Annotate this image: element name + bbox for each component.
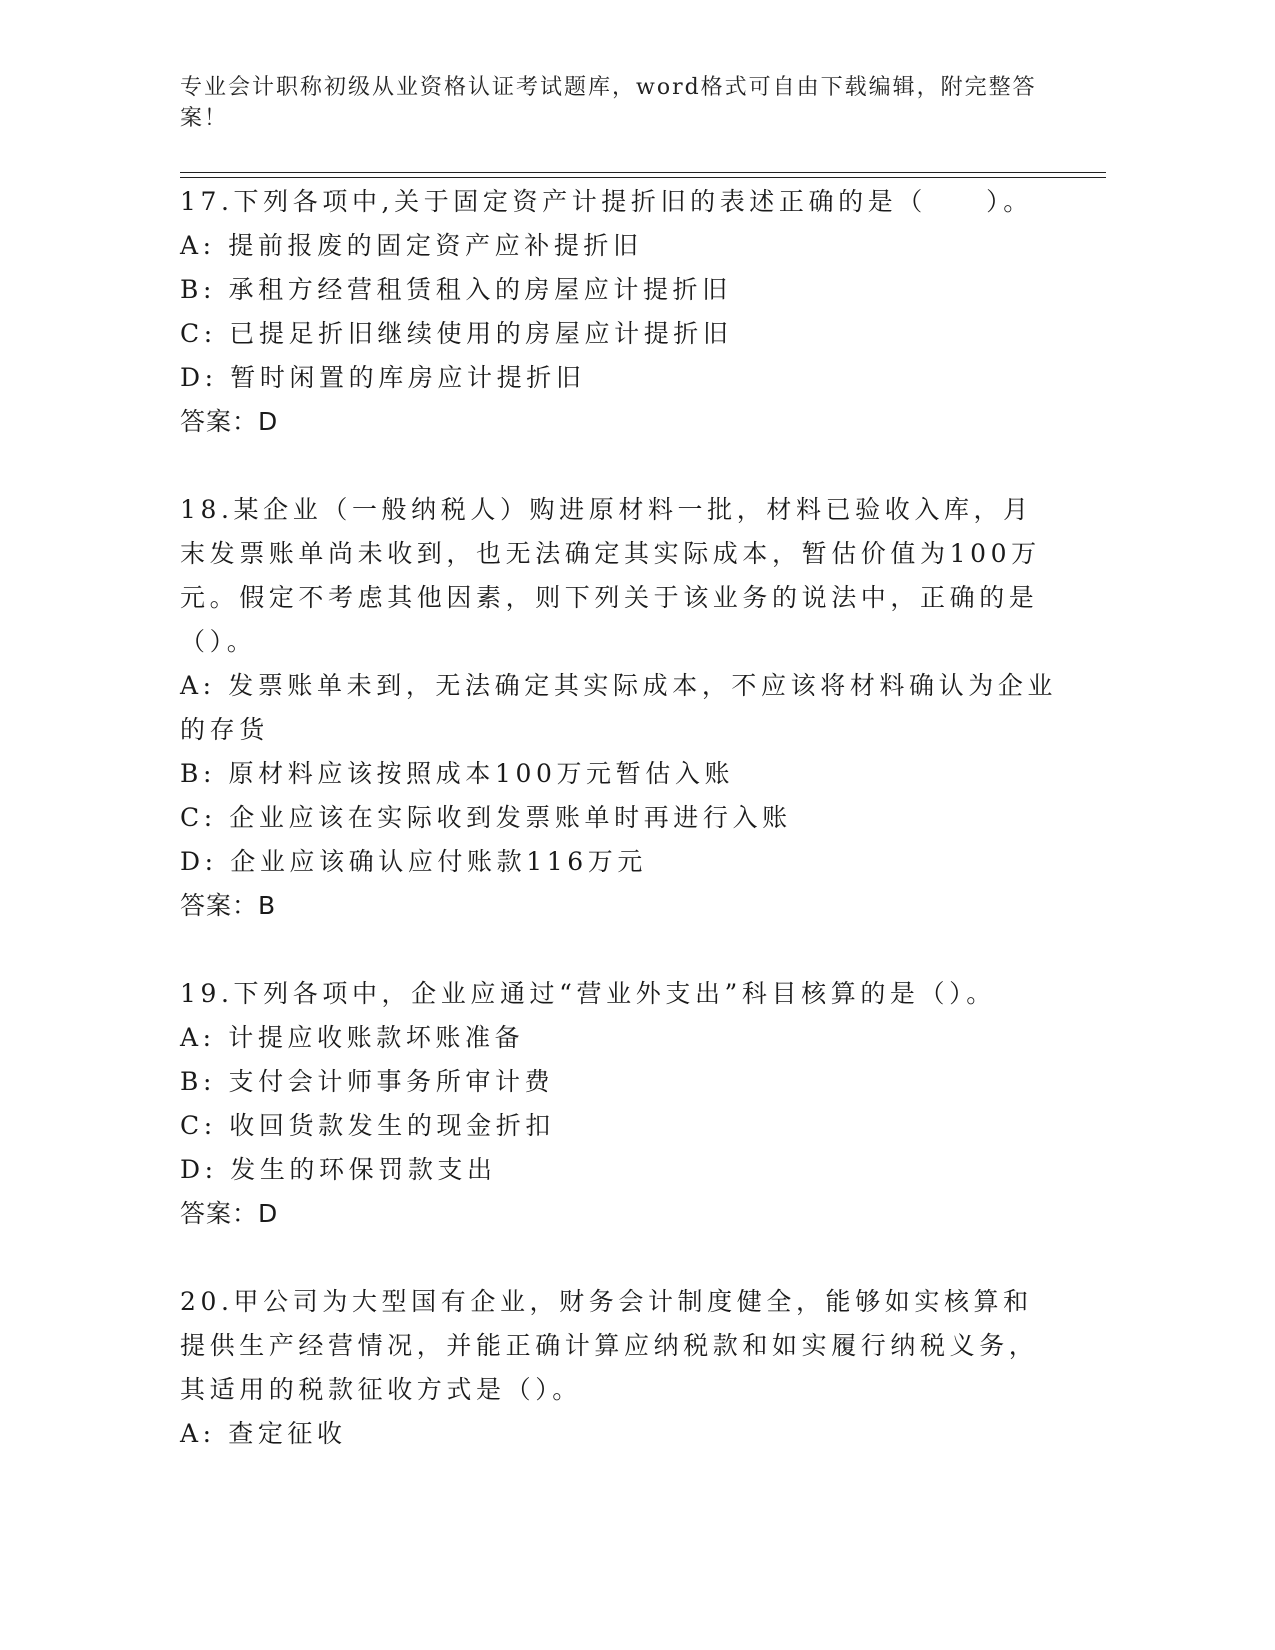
option-a: A: 提前报废的固定资产应补提折旧 xyxy=(180,231,643,260)
question-19 xyxy=(180,972,1060,1236)
option-d: D: 发生的环保罚款支出 xyxy=(180,1155,497,1184)
option-a: A: 查定征收 xyxy=(180,1419,347,1448)
option-b: B: 承租方经营租赁租入的房屋应计提折旧 xyxy=(180,275,732,304)
option-b: B: 支付会计师事务所审计费 xyxy=(180,1067,555,1096)
question-17 xyxy=(180,180,1060,444)
option-d: D: 企业应该确认应付账款116万元 xyxy=(180,847,647,876)
option-c: C: 企业应该在实际收到发票账单时再进行入账 xyxy=(180,803,792,832)
question-spacer xyxy=(180,1236,1060,1280)
answer-label: 答案：D xyxy=(180,1199,279,1228)
option-a: A: 计提应收账款坏账准备 xyxy=(180,1023,525,1052)
question-stem: 18.某企业（一般纳税人）购进原材料一批，材料已验收入库，月末发票账单尚未收到，也无法确定其实际成本，暂估价值为100万元。假定不考虑其他因素，则下列关于该业务的说法中，正确的是（）。 xyxy=(180,495,1041,656)
option-b: B: 原材料应该按照成本100万元暂估入账 xyxy=(180,759,735,788)
option-a: A: 发票账单未到，无法确定其实际成本，不应该将材料确认为企业的存货 xyxy=(180,671,1058,744)
option-c: C: 收回货款发生的现金折扣 xyxy=(180,1111,555,1140)
question-spacer xyxy=(180,928,1060,972)
question-stem: 19.下列各项中，企业应通过“营业外支出”科目核算的是（）。 xyxy=(180,979,996,1008)
question-stem: 17.下列各项中,关于固定资产计提折旧的表述正确的是（ ）。 xyxy=(180,187,1033,216)
header-divider-bottom xyxy=(180,177,1106,178)
document-header-note: 专业会计职称初级从业资格认证考试题库，word格式可自由下载编辑，附完整答案！ xyxy=(180,75,1037,131)
question-20 xyxy=(180,1280,1060,1456)
question-list xyxy=(180,180,1060,1456)
option-c: C: 已提足折旧继续使用的房屋应计提折旧 xyxy=(180,319,733,348)
question-18 xyxy=(180,488,1060,928)
question-stem: 20.甲公司为大型国有企业，财务会计制度健全，能够如实核算和提供生产经营情况，并能正确计算应纳税款和如实履行纳税义务，其适用的税款征收方式是（）。 xyxy=(180,1287,1039,1404)
option-d: D: 暂时闲置的库房应计提折旧 xyxy=(180,363,586,392)
answer-label: 答案：B xyxy=(180,891,277,920)
question-spacer xyxy=(180,444,1060,488)
answer-label: 答案：D xyxy=(180,407,279,436)
header-divider-top xyxy=(180,172,1106,173)
